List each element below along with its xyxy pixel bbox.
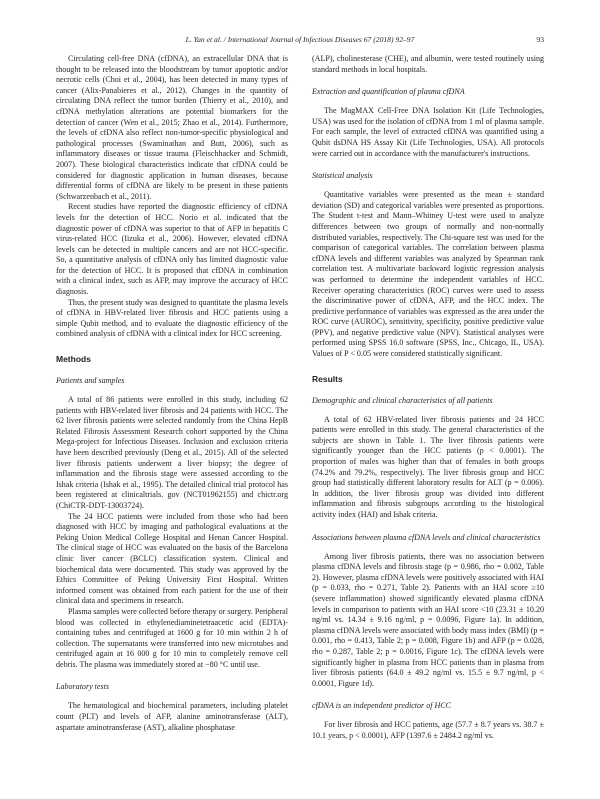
page-number: 93 — [536, 35, 544, 44]
running-title: L. Yan et al. / International Journal of Infectious Diseases 67 (2018) 92–97 — [185, 35, 415, 44]
results-heading: Results — [312, 373, 343, 384]
statistics-paragraph: Quantitative variables were presented as the mean ± standard deviation (SD) and categorical variables were presented as proportions. The Student t-test and Mann–Whitney U-test were used to analyze differences between two groups of normally and non-normally distributed variables, respectively. The Chi-square test was used for the comparison of categorical variables. The correlation between plasma cfDNA levels and different variables was analyzed by Spearman rank correlation test. A multivariate backward logistic regression analysis was performed to determine the independent variables of HCC. Receiver operating characteristics (ROC) curves were used to assess the discriminative power of cfDNA, AFP, and the HCC index. The predictive performance of variables was expressed as the area under the ROC curve (AUROC), sensitivity, specificity, positive predictive value (PPV), and negative predictive value (NPV). Statistical analyses were performed using SPSS 16.0 software (SPSS, Inc., Chicago, IL, USA). Values of P < 0.05 were considered statistically significant. — [312, 190, 544, 359]
running-head — [56, 35, 544, 47]
intro-paragraph-2: Recent studies have reported the diagnostic efficiency of cfDNA levels for the detection of HCC. Norio et al. indicated that the diagnostic power of cfDNA was superior to that of AFP in hepatitis C virus-related HCC (Iizuka et al., 2006). However, elevated cfDNA levels can be detected in multiple cancers and are not HCC-specific. So, a quantitative analysis of cfDNA only has limited diagnostic value for the detection of HCC. It is proposed that cfDNA in combination with a clinical index, such as AFP, may improve the accuracy of HCC diagnosis. — [56, 202, 288, 297]
intro-paragraph-3: Thus, the present study was designed to quantitate the plasma levels of cfDNA in HBV-related liver fibrosis and HCC patients using a simple Qubit method, and to evaluate the diagnostic efficiency of the combined analysis of cfDNA with a clinical index for HCC screening. — [56, 297, 288, 339]
extraction-paragraph: The MagMAX Cell-Free DNA Isolation Kit (Life Technologies, USA) was used for the isolation of cfDNA from 1 ml of plasma sample. For each sample, the level of extracted cfDNA was quantified using a Qubit dsDNA HS Assay Kit (Life Technologies, USA). All protocols were carried out in accordance with the manufacturer's instructions. — [312, 106, 544, 158]
laboratory-continuation: (ALP), cholinesterase (CHE), and albumin, were tested routinely using standard methods in local hospitals. — [312, 54, 544, 74]
patients-paragraph-2: The 24 HCC patients were included from those who had been diagnosed with HCC by imaging and pathological evaluations at the Peking Union Medical College Hospital and Henan Cancer Hospital. The clinical stage of HCC was evaluated on the basis of the Barcelona clinic liver cancer (BCLC) classification system. Clinical and biochemical data were documented. This study was approved by the Ethics Committee of Peking University First Hospital. Written informed consent was obtained from each patient for the use of their clinical data and specimens in research. — [56, 511, 288, 606]
intro-paragraph-1: Circulating cell-free DNA (cfDNA), an extracellular DNA that is thought to be released into the bloodstream by tumor apoptotic and/or necrotic cells (Choi et al., 2004), has been detected in many types of cancer (Alix-Panabieres et al., 2012). Changes in the quantity of circulating DNA reflect the tumor burden (Thierry et al., 2010), and cfDNA methylation alterations are potential biomarkers for the detection of cancer (Wen et al., 2015; Zhao et al., 2014). Furthermore, the levels of cfDNA also reflect non-tumor-specific physiological and pathological processes (Swaminathan and Butt, 2006), such as inflammatory diseases or tissue trauma (Fleischhacker and Schmidt, 2007). These biological characteristics indicate that cfDNA could be considered for diagnostic application in human diseases, because differential forms of cfDNA are likely to be present in these patients (Schwarzenbach et al., 2011). — [56, 54, 288, 201]
demographics-paragraph: A total of 62 HBV-related liver fibrosis patients and 24 HCC patients were enrolled in this study. The general characteristics of the subjects are shown in Table 1. The liver fibrosis patients were significantly younger than the HCC patients (p < 0.0001). The proportion of males was higher than that of females in both groups (74.2% and 79.2%, respectively). The liver fibrosis group and HCC group had statistically different laboratory results for ALT (p = 0.006). In addition, the liver fibrosis group was divided into different inflammation and fibrosis subgroups according to the histological activity index (HAI) and Ishak criteria. — [312, 414, 544, 519]
laboratory-paragraph: The hematological and biochemical parameters, including platelet count (PLT) and levels of AFP, alanine aminotransferase (ALT), aspartate aminotransferase (AST), alkaline phosphatase — [56, 701, 288, 732]
patients-paragraph-3: Plasma samples were collected before therapy or surgery. Peripheral blood was collected in ethylenediaminetetraacetic acid (EDTA)-containing tubes and centrifuged at 1600 g for 10 min within 2 h of collection. The supernatants were transferred into new microtubes and centrifuged again at 16 000 g for 10 min to completely remove cell debris. The plasma was immediately stored at −80 °C until use. — [56, 606, 288, 669]
extraction-heading: Extraction and quantification of plasma cfDNA — [312, 87, 465, 97]
independent-predictor-heading: cfDNA is an independent predictor of HCC — [312, 701, 452, 711]
demographics-heading: Demographic and clinical characteristics of all patients — [312, 395, 493, 405]
predictor-paragraph: For liver fibrosis and HCC patients, age (57.7 ± 8.7 years vs. 38.7 ± 10.1 years, p < 0.0001), AFP (1397.6 ± 2484.2 ng/ml vs. — [312, 720, 544, 740]
left-column — [56, 54, 288, 733]
patients-samples-heading: Patients and samples — [56, 376, 125, 386]
laboratory-tests-heading: Laboratory tests — [56, 682, 109, 692]
associations-heading: Associations between plasma cfDNA levels and clinical characteristics — [312, 532, 541, 542]
associations-paragraph: Among liver fibrosis patients, there was no association between plasma cfDNA levels and fibrosis stage (p = 0.986, rho = 0.002, Table 2). However, plasma cfDNA levels were positively associated with HAI (p = 0.033, rho = 0.271, Table 2). Patients with an HAI score ≥10 (severe inflammation) showed significantly elevated plasma cfDNA levels in comparison to patients with an HAI score <10 (23.31 ± 10.20 ng/ml vs. 14.34 ± 9.16 ng/ml, p = 0.0096, Figure 1a). In addition, plasma cfDNA levels were associated with body mass index (BMI) (p = 0.001, rho = 0.413, Table 2; p = 0.008, Figure 1b) and AFP (p = 0.028, rho = 0.287, Table 2; p = 0.0016, Figure 1c). The cfDNA levels were significantly higher in plasma from HCC patients than in plasma from liver fibrosis patients (64.0 ± 49.2 ng/ml vs. 15.5 ± 9.7 ng/ml, p < 0.0001, Figure 1d). — [312, 551, 544, 688]
patients-paragraph-1: A total of 86 patients were enrolled in this study, including 62 patients with HBV-related liver fibrosis and 24 patients with HCC. The 62 liver fibrosis patients were selected randomly from the China HepB Related Fibrosis Assessment Research cohort supported by the China Mega-project for Infectious Diseases. Inclusion and exclusion criteria have been described previously (Deng et al., 2015). All of the selected liver fibrosis patients underwent a liver biopsy; the degree of inflammation and the fibrosis stage were assessed according to the Ishak criteria (Ishak et al., 1995). The detailed clinical trial protocol has been registered at clinicaltrials. gov (NCT01962155) and chictr.org (ChiCTR-DDT-13003724). — [56, 395, 288, 510]
statistical-analysis-heading: Statistical analysis — [312, 171, 373, 181]
right-column — [312, 54, 544, 742]
methods-heading: Methods — [56, 354, 91, 365]
